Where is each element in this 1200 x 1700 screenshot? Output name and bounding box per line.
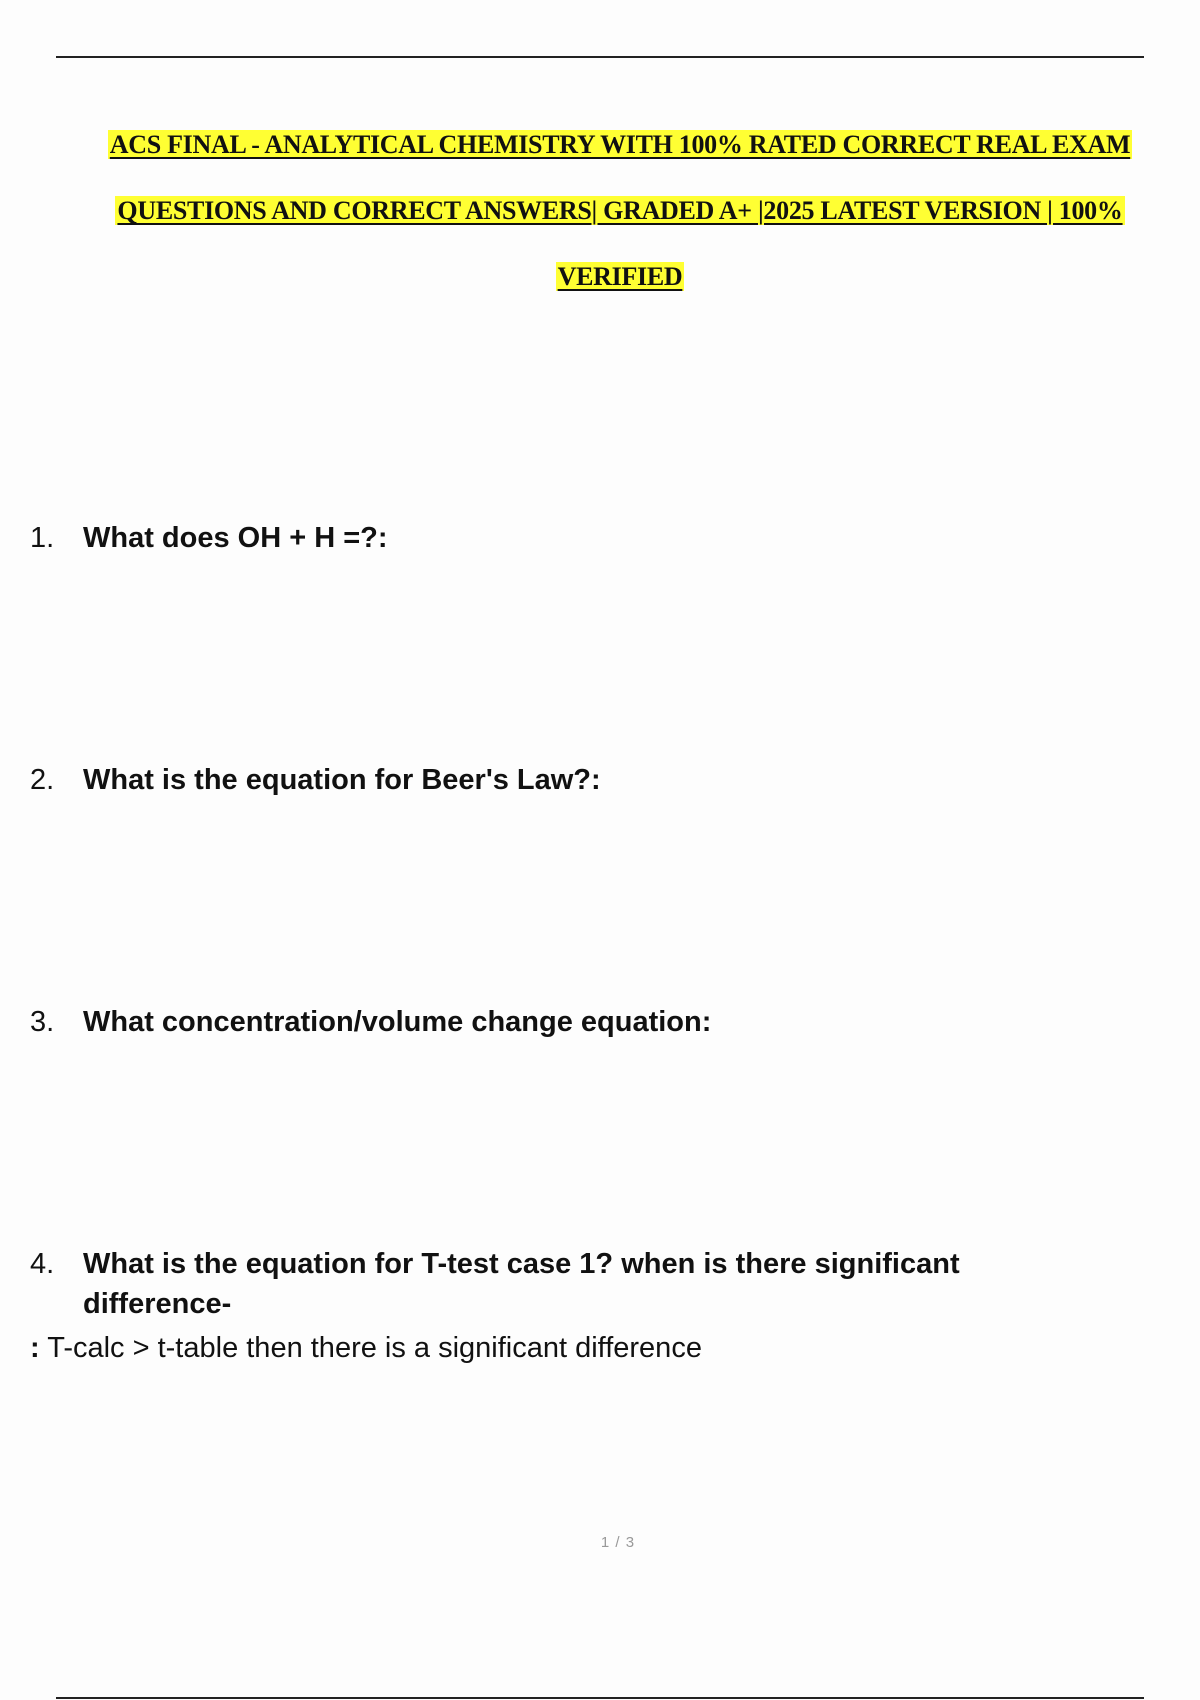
- question-1: [30, 518, 1130, 558]
- page-number: 1 / 3: [600, 1534, 636, 1551]
- question-text: What does OH + H =?:: [83, 522, 388, 554]
- question-number: 3.: [30, 1006, 55, 1038]
- question-number: 4.: [30, 1248, 55, 1280]
- question-text: What concentration/volume change equation:: [83, 1006, 712, 1038]
- question-number: 2.: [30, 764, 55, 796]
- answer-text: T-calc > t-table then there is a significant difference: [39, 1332, 702, 1364]
- top-rule: [56, 56, 1144, 58]
- question-2: [30, 760, 1130, 800]
- title-line-1: ACS FINAL - ANALYTICAL CHEMISTRY WITH 100% RATED CORRECT REAL EXAM: [109, 130, 1131, 159]
- title-line-3: VERIFIED: [557, 262, 683, 291]
- answer-prefix: :: [30, 1332, 40, 1364]
- bottom-rule: [56, 1697, 1144, 1699]
- question-4: [30, 1244, 1130, 1324]
- title-line-2: QUESTIONS AND CORRECT ANSWERS| GRADED A+ |2025 LATEST VERSION | 100%: [117, 196, 1123, 225]
- question-3: [30, 1002, 1130, 1042]
- question-number: 1.: [30, 522, 55, 554]
- document-title: [30, 112, 1200, 310]
- answer-4: [30, 1328, 702, 1368]
- question-text: What is the equation for T-test case 1? when is there significant difference-: [83, 1248, 960, 1320]
- question-text: What is the equation for Beer's Law?:: [83, 764, 601, 796]
